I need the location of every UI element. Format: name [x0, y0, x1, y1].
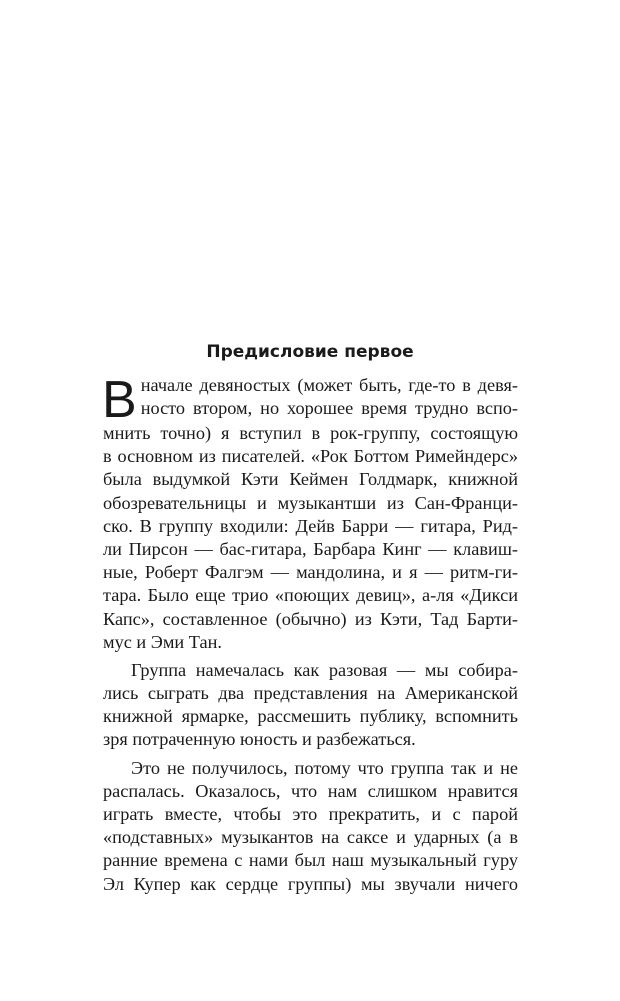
paragraph-2	[103, 659, 518, 752]
text-line: ли Пирсон — бас-гитара, Барбара Кинг — клавиш-	[103, 538, 518, 559]
body-text	[102, 371, 518, 896]
text-line: распалась. Оказалось, что нам слишком нравится	[103, 780, 518, 801]
paragraph-3	[103, 757, 518, 896]
text-line: Группа намечалась как разовая — мы собира-	[131, 659, 518, 680]
text-line: была выдумкой Кэти Кеймен Голдмарк, книжной	[103, 469, 518, 490]
drop-cap: В	[102, 371, 137, 429]
text-line: «подставных» музыкантов на саксе и ударных (а в	[103, 827, 518, 848]
text-line: ранние времена с нами был наш музыкальный гуру	[103, 850, 518, 871]
text-line: ные, Роберт Фалгэм — мандолина, и я — ритм-ги-	[103, 562, 518, 583]
text-line: лись сыграть два представления на Американской	[103, 683, 518, 704]
text-line: играть вместе, чтобы это прекратить, и с парой	[103, 804, 518, 824]
chapter-heading: Предисловие первое	[206, 342, 414, 362]
text-line: мус и Эми Тан.	[103, 631, 222, 652]
text-line: тара. Было еще трио «поющих девиц», а-ля «Дикси	[103, 585, 518, 606]
text-line: обозревательницы и музыкантши из Сан-Франци-	[103, 492, 518, 513]
text-line: Эл Купер как сердце группы) мы звучали ничего	[103, 873, 518, 894]
text-line: в основном из писателей. «Рок Боттом Римейндерс»	[103, 446, 518, 467]
text-line: Это не получилось, потому что группа так и не	[131, 757, 518, 778]
text-line: ско. В группу входили: Дейв Барри — гитара, Рид-	[103, 515, 518, 536]
text-line: носто втором, но хорошее время трудно вспо-	[140, 398, 518, 419]
text-line: начале девяностых (может быть, где-то в девя-	[140, 375, 518, 395]
paragraph-1	[102, 371, 518, 654]
text-line: книжной ярмарке, рассмешить публику, вспомнить	[103, 706, 518, 727]
text-line: Капс», составленное (обычно) из Кэти, Тад Барти-	[103, 608, 518, 629]
text-line: мнить точно) я вступил в рок-группу, состоящую	[103, 423, 518, 443]
text-line: зря потраченную юность и разбежаться.	[103, 729, 416, 750]
